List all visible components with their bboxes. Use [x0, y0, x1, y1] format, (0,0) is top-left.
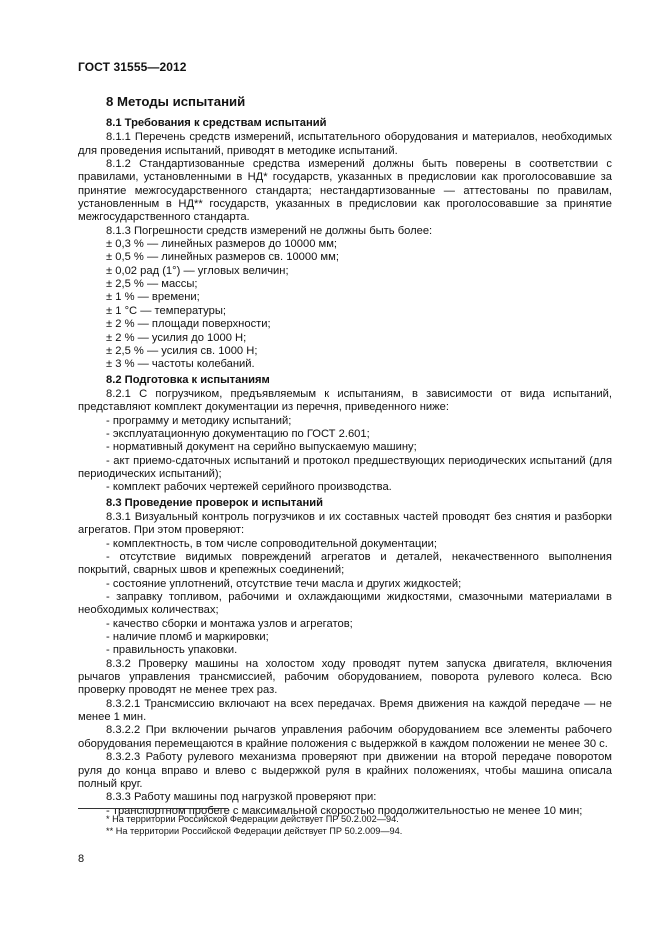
- list-item: - программу и методику испытаний;: [106, 414, 292, 427]
- paragraph-8-3-2-2: 8.3.2.2 При включении рычагов управления рабочим оборудованием все элементы рабочего оборудования перемещаются в крайние положения с выдержкой в каждом положении не менее 30 с.: [78, 724, 612, 750]
- list-item: ± 2 % — усилия до 1000 Н;: [106, 331, 247, 344]
- paragraph-8-3-2: 8.3.2 Проверку машины на холостом ходу проводят путем запуска двигателя, включения рычагов управления трансмиссией, рабочим оборудованием, поворота рулевого колеса. Всю проверку проводят не менее трех раз.: [78, 657, 612, 697]
- list-item: - заправку топливом, рабочими и охлаждающими жидкостями, смазочными материалами в необходимых количествах;: [78, 591, 612, 617]
- subsection-title-8-3: 8.3 Проведение проверок и испытаний: [106, 496, 323, 509]
- list-item: ± 1 % — времени;: [106, 291, 200, 304]
- list-item: ± 2,5 % — массы;: [106, 278, 198, 291]
- list-item: ± 3 % — частоты колебаний.: [106, 358, 255, 371]
- page-number: 8: [78, 853, 85, 865]
- paragraph-8-1-1: 8.1.1 Перечень средств измерений, испытательного оборудования и материалов, необходимых для проведения испытаний, приводят в методике испытаний.: [78, 131, 612, 157]
- paragraph-8-3-3: 8.3.3 Работу машины под нагрузкой проверяют при:: [106, 791, 377, 804]
- list-item: - эксплуатационную документацию по ГОСТ 2.601;: [106, 427, 370, 440]
- list-item: ± 0,5 % — линейных размеров св. 10000 мм;: [106, 251, 339, 264]
- list-item: ± 2,5 % — усилия св. 1000 Н;: [106, 344, 258, 357]
- paragraph-8-1-2: 8.1.2 Стандартизованные средства измерений должны быть поверены в соответствии с правилами, установленными в НД* государств, указанных в предисловии как проголосовавшие за принятие межгосударственного стандарта; нестандартизованные — аттестованы по правилам, установленным в НД** государств, указанных в предисловии как проголосовавшие за принятие межгосударственного стандарта.: [78, 158, 612, 224]
- tolerance-list: [78, 238, 612, 371]
- section-title: 8 Методы испытаний: [106, 94, 246, 109]
- footnotes: [78, 808, 612, 837]
- document-code: ГОСТ 31555—2012: [78, 60, 187, 74]
- list-item: - акт приемо-сдаточных испытаний и протокол предшествующих периодических испытаний (для периодических испытаний);: [78, 454, 612, 480]
- list-item: - отсутствие видимых повреждений агрегатов и деталей, некачественного выполнения покрытий, сварных швов и крепежных соединений;: [78, 551, 612, 577]
- footnote-divider: [78, 808, 228, 809]
- page-body: [78, 84, 612, 818]
- list-item: ± 1 °С — температуры;: [106, 304, 227, 317]
- paragraph-8-1-3: 8.1.3 Погрешности средств измерений не должны быть более:: [106, 224, 433, 237]
- footnote-2: ** На территории Российской Федерации действует ПР 50.2.009—94.: [106, 826, 403, 836]
- list-item: - нормативный документ на серийно выпускаемую машину;: [106, 441, 417, 454]
- subsection-title-8-2: 8.2 Подготовка к испытаниям: [106, 373, 270, 386]
- subsection-title-8-1: 8.1 Требования к средствам испытаний: [106, 117, 327, 129]
- paragraph-8-3-2-1: 8.3.2.1 Трансмиссию включают на всех передачах. Время движения на каждой передаче — не менее 1 мин.: [78, 697, 612, 724]
- list-item: - транспортном пробеге с максимальной скоростью продолжительностью не менее 10 мин;: [106, 804, 583, 817]
- list-item: - наличие пломб и маркировки;: [106, 631, 269, 644]
- list-item: - качество сборки и монтажа узлов и агрегатов;: [106, 617, 353, 630]
- paragraph-8-3-2-3: 8.3.2.3 Работу рулевого механизма проверяют при движении на второй передаче поворотом руля до конца вправо и влево с выдержкой руля в крайних положениях, чтобы машина описала полный круг.: [78, 751, 612, 790]
- list-item: - комплектность, в том числе сопроводительной документации;: [106, 537, 438, 550]
- list-item: ± 0,02 рад (1°) — угловых величин;: [106, 264, 289, 277]
- paragraph-8-2-1: 8.2.1 С погрузчиком, предъявляемым к испытаниям, в зависимости от вида испытаний, представляют комплект документации из перечня, приведенного ниже:: [78, 387, 612, 414]
- list-item: ± 2 % — площади поверхности;: [106, 318, 271, 331]
- list-item: - правильность упаковки.: [106, 644, 238, 657]
- footnote-1: * На территории Российской Федерации действует ПР 50.2.002—94.: [106, 814, 399, 824]
- list-item: - комплект рабочих чертежей серийного производства.: [106, 481, 392, 494]
- paragraph-8-3-1: 8.3.1 Визуальный контроль погрузчиков и их составных частей проводят без снятия и разборки агрегатов. При этом проверяют:: [78, 510, 612, 537]
- list-item: - состояние уплотнений, отсутствие течи масла и других жидкостей;: [106, 577, 462, 590]
- checks-list: [78, 538, 612, 658]
- documents-list: [78, 415, 612, 495]
- list-item: ± 0,3 % — линейных размеров до 10000 мм;: [106, 238, 338, 251]
